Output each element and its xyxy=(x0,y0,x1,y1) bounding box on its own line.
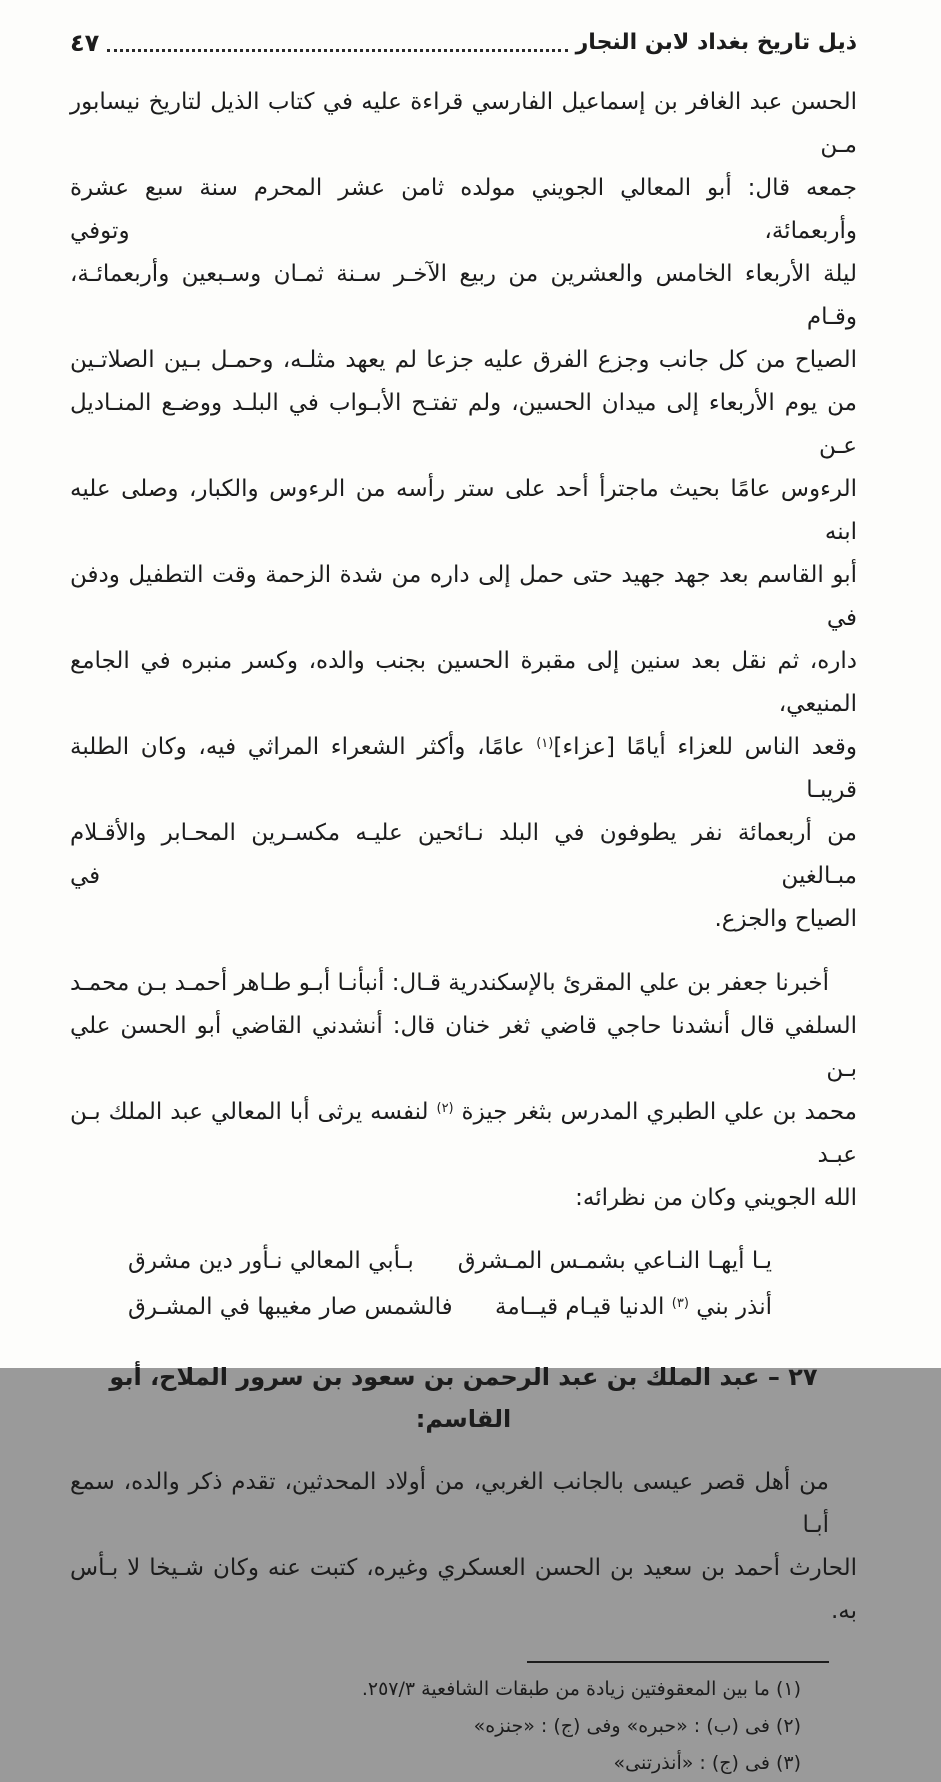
text-line: الصياح والجزع. xyxy=(714,906,857,932)
footnote-item: (٢) فى (ب) : «حبره» وفى (ج) : «جنزه» xyxy=(473,1715,801,1737)
text-line: الحارث أحمد بن سعيد بن الحسن العسكري وغيره، كتبت عنه وكان شـيخا لا بـأس xyxy=(70,1555,857,1581)
page-number: ٤٧ xyxy=(70,29,100,57)
paragraph xyxy=(70,1461,857,1633)
hemistich-right xyxy=(495,1284,772,1330)
hemistich-left: فالشمس صار مغيبها في المشـرق xyxy=(128,1294,453,1320)
text-line: من أهل قصر عيسى بالجانب الغربي، من أولاد المحدثين، تقدم ذكر والده، سمع أبـا xyxy=(70,1469,829,1538)
paragraph xyxy=(70,81,857,941)
text-line: الرءوس عامًا بحيث ماجترأ أحد على ستر رأسه من الرءوس والكبار، وصلى عليه ابنه xyxy=(70,476,857,545)
entry-heading: ٢٧ – عبد الملك بن عبد الرحمن بن سعود بن سرور الملاح، أبو القاسم: xyxy=(109,1363,818,1433)
poetry-section xyxy=(70,1238,857,1330)
text-line xyxy=(70,726,857,812)
leader-dots xyxy=(107,48,567,52)
text-segment: أنذر بني xyxy=(688,1294,772,1320)
hemistich-right: يـا أيهـا النـاعي بشمـس المـشرق xyxy=(457,1248,772,1274)
text-line xyxy=(70,1091,857,1177)
hemistich-left: بـأبي المعالي نـأور دين مشرق xyxy=(128,1248,414,1274)
text-line: أخبرنا جعفر بن علي المقرئ بالإسكندرية قـال: أنبأنـا أبـو طـاهر أحمـد بـن محمـد xyxy=(70,970,829,996)
text-segment: عامًا، وأكثر الشعراء المراثي فيه، وكان الطلبة قريبـا xyxy=(70,734,857,803)
page-body xyxy=(70,81,857,1633)
text-line: به. xyxy=(830,1598,857,1624)
text-line: أبو القاسم بعد جهد جهيد حتى حمل إلى داره من شدة الزحمة وقت التطفيل ودفن في xyxy=(70,562,857,631)
footnotes-section xyxy=(70,1661,857,1782)
running-header xyxy=(70,26,857,60)
footnote-list xyxy=(70,1671,857,1782)
text-line: من يوم الأربعاء إلى ميدان الحسين، ولم تفتـح الأبـواب في البلـد ووضـع المنـاديل عـن xyxy=(70,390,857,459)
footnote-item: (٣) فى (ج) : «أنذرتنى» xyxy=(613,1752,801,1774)
verse-line xyxy=(128,1238,772,1284)
footnote-ref: (١) xyxy=(536,736,554,751)
text-segment: محمد بن علي الطبري المدرس بثغر جيزة xyxy=(453,1099,857,1125)
text-line: الصياح من كل جانب وجزع الفرق عليه جزعا لم يعهد مثلـه، وحمـل بـين الصلاتـين xyxy=(70,347,857,373)
verse-line xyxy=(128,1284,772,1330)
text-segment: لنفسه يرثى أبا المعالي عبد الملك بـن عبـد xyxy=(70,1099,857,1168)
text-segment: الدنيا قيـام قيــامة xyxy=(495,1294,672,1320)
text-line: الله الجويني وكان من نظرائه: xyxy=(575,1185,857,1211)
text-line: الحسن عبد الغافر بن إسماعيل الفارسي قراءة عليه في كتاب الذيل لتاريخ نيسابور مـن xyxy=(70,89,857,158)
text-segment: وقعد الناس للعزاء أيامًا [عزاء] xyxy=(553,734,857,760)
footnote-divider xyxy=(527,1661,829,1663)
text-line: داره، ثم نقل بعد سنين إلى مقبرة الحسين بجنب والده، وكسر منبره في الجامع المنيعي، xyxy=(70,648,857,717)
text-line: جمعه قال: أبو المعالي الجويني مولده ثامن عشر المحرم سنة سبع عشرة وأربعمائة، وتوفي xyxy=(70,175,857,244)
footnote-item: (١) ما بين المعقوفتين زيادة من طبقات الشافعية ٢٥٧/٣. xyxy=(361,1678,801,1700)
paragraph xyxy=(70,962,857,1220)
text-line: من أربعمائة نفر يطوفون في البلد نـائحين عليـه مكسـرين المحـابر والأقـلام مبـالغين في xyxy=(70,820,857,889)
footnote-ref: (٢) xyxy=(436,1101,454,1116)
text-line: ليلة الأربعاء الخامس والعشرين من ربيع الآخـر سـنة ثمـان وسـبعين وأربعمائـة، وقـام xyxy=(70,261,857,330)
text-line: السلفي قال أنشدنا حاجي قاضي ثغر خنان قال: أنشدني القاضي أبو الحسن علي بـن xyxy=(70,1013,857,1082)
running-header-title: ذيل تاريخ بغداد لابن النجار xyxy=(575,30,857,55)
footnote-ref: (٣) xyxy=(671,1296,689,1311)
